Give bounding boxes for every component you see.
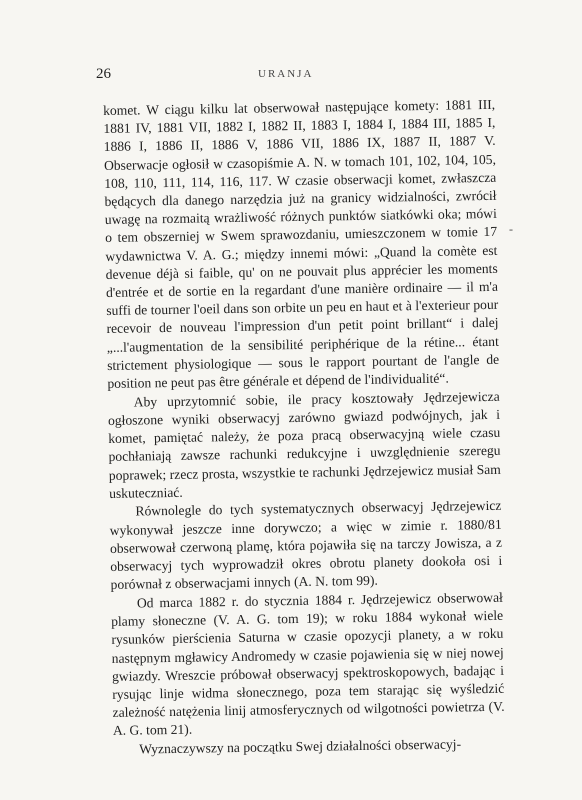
running-head: URANJA: [258, 68, 314, 80]
paragraph-sunspots: Od marca 1882 r. do stycznia 1884 r. Jędrzejewicz obserwował plamy słoneczne (V. A. G. tom 19); w roku 1884 wykonał wiele rysunków pierścienia Saturna w czasie opozycji planety, a w roku następnym mgławicy Andromedy w czasie pojawienia się w niej nowej gwiazdy. Wreszcie próbował obserwacyj spektroskopowych, badając i rysując linje widma słonecznego, poza tem starając się wyśledzić zależność natężenia linij atmosferycznych od wilgotności powietrza (V. A. G. tom 21).: [111, 589, 505, 739]
paragraph-jupiter: Równolegle do tych systematycznych obserwacyj Jędrzejewicz wykonywał jeszcze inne dorywczo; a więc w zimie r. 1880/81 obserwował czerwoną plamę, która pojawiła się na tarczy Jowisza, a z obserwacyj tych wyprowadził okres obrotu planety dookoła osi i porównał z obserwacjami innych (A. N. tom 99).: [109, 498, 503, 593]
page-number: 26: [96, 66, 111, 82]
paragraph-work-effort: Aby uprzytomnić sobie, ile pracy kosztowały Jędrzejewicza ogłoszone wyniki obserwacyj zarówno gwiazd podwójnych, jak i komet, pamiętać należy, że poza pracą obserwacyjną wiele czasu pochłaniają zawsze rachunki redukcyjne i uwzględnienie szeregu poprawek; rzecz prosta, wszystkie te rachunki Jędrzejewicz musiał Sam uskuteczniać.: [107, 388, 501, 501]
page-header: [0, 66, 582, 86]
margin-mark: -: [509, 222, 513, 236]
paragraph-continued: Wyznaczywszy na początku Swej działalności obserwacyj-: [139, 736, 462, 757]
paragraph-comets: komet. W ciągu kilku lat obserwował następujące komety: 1881 III, 1881 IV, 1881 VII, 1882 I, 1882 II, 1883 I, 1884 I, 1884 III, 1885 I, 1886 I, 1886 II, 1886 V, 1886 VII, 1886 IX, 1887 II, 1887 V. Obserwacje ogłosił w czasopiśmie A. N. w tomach 101, 102, 104, 105, 108, 110, 111, 114, 116, 117. W czasie obserwacji komet, zwłaszcza będących dla danego narzędzia już na granicy widzialności, zwrócił uwagę na rozmaitą wrażliwość różnych punktów siatkówki oka; mówi o tem obszerniej w Swem sprawozdaniu, umieszczonem w tomie 17 wydawnictwa V. A. G.; między innemi mówi: „Quand la comète est devenue déjà si faible, qu' on ne pouvait plus apprécier les moments d'entrée et de sortie en la regardant d'une manière ordinaire — il m'a suffi de tourner l'oeil dans son orbite un peu en haut et à l'exterieur pour recevoir de nouveau l'impression d'un petit point brillant“ i dalej „...l'augmentation de la sensibilité periphérique de la rétine... étant strictement physiologique — sous le rapport pourtant de l'angle de position ne peut pas être générale et dépend de l'individualité“.: [103, 96, 500, 392]
body-text: [103, 96, 505, 760]
